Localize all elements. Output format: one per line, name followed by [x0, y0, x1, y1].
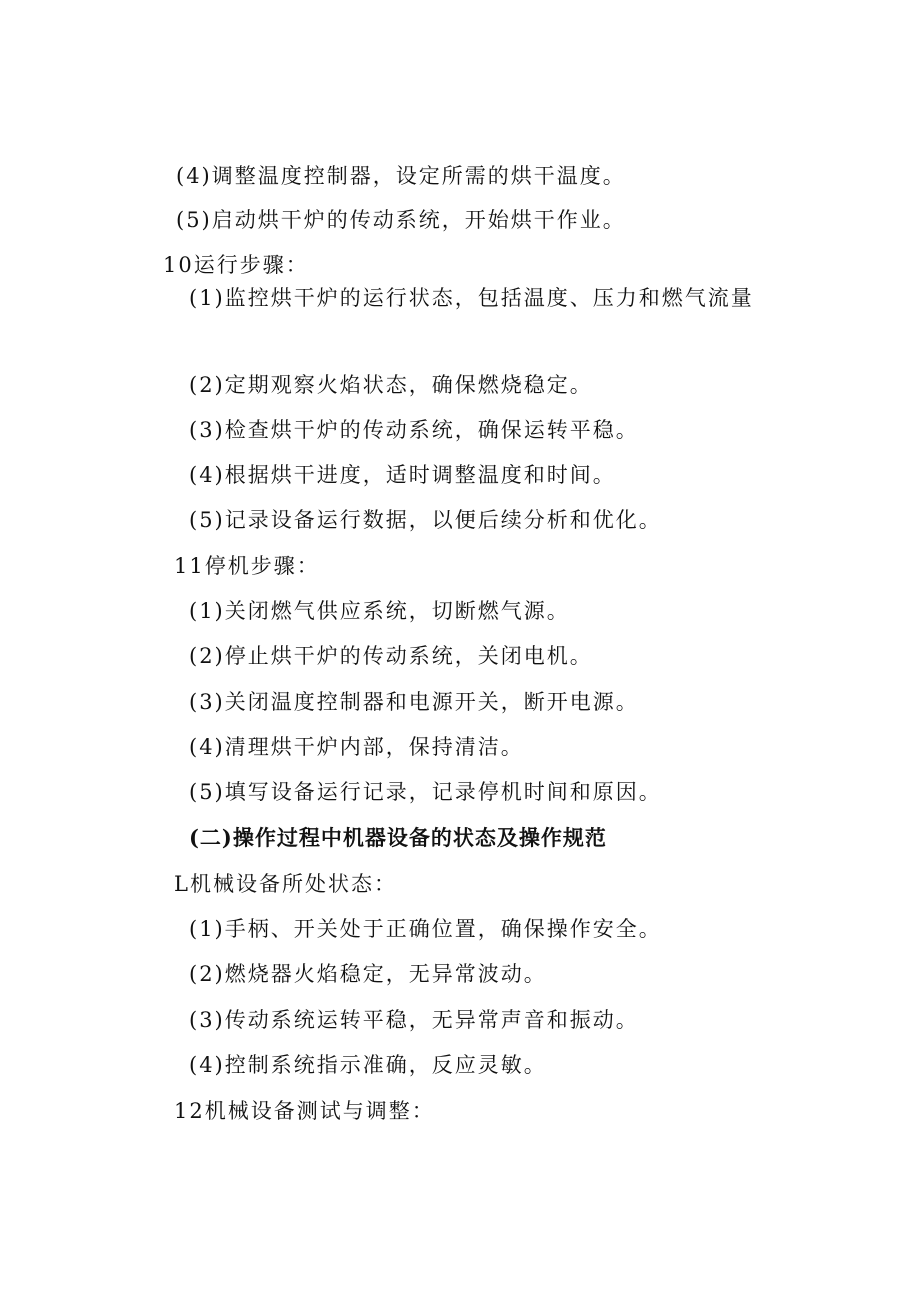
run-step-2: (2)定期观察火焰状态，确保燃烧稳定。 — [189, 373, 593, 397]
equipment-state-heading: L机械设备所处状态： — [174, 872, 397, 896]
stop-step-1: (1)关闭燃气供应系统，切断燃气源。 — [189, 599, 570, 623]
run-step-4: (4)根据烘干进度，适时调整温度和时间。 — [189, 463, 616, 487]
run-step-1: (1)监控烘干炉的运行状态，包括温度、压力和燃气流量 — [189, 286, 754, 310]
state-item-3: (3)传动系统运转平稳，无异常声音和振动。 — [189, 1008, 639, 1032]
state-item-2: (2)燃烧器火焰稳定，无异常波动。 — [189, 962, 547, 986]
stop-step-5: (5)填写设备运行记录，记录停机时间和原因。 — [189, 780, 662, 804]
section-2-heading: (二)操作过程中机器设备的状态及操作规范 — [189, 825, 607, 850]
step-5-start-drive: (5)启动烘干炉的传动系统，开始烘干作业。 — [176, 208, 626, 232]
stop-step-2: (2)停止烘干炉的传动系统，关闭电机。 — [189, 644, 593, 668]
state-item-4: (4)控制系统指示准确，反应灵敏。 — [189, 1053, 547, 1077]
stop-step-4: (4)清理烘干炉内部，保持清洁。 — [189, 735, 524, 759]
section-10-heading: 10运行步骤： — [163, 253, 309, 277]
stop-step-3: (3)关闭温度控制器和电源开关，断开电源。 — [189, 690, 639, 714]
state-item-1: (1)手柄、开关处于正确位置，确保操作安全。 — [189, 917, 662, 941]
run-step-5: (5)记录设备运行数据，以便后续分析和优化。 — [189, 508, 662, 532]
section-12-heading: 12机械设备测试与调整： — [174, 1099, 435, 1123]
step-4-adjust-temperature: (4)调整温度控制器，设定所需的烘干温度。 — [176, 164, 626, 188]
run-step-3: (3)检查烘干炉的传动系统，确保运转平稳。 — [189, 418, 639, 442]
section-11-heading: 11停机步骤： — [174, 554, 320, 578]
